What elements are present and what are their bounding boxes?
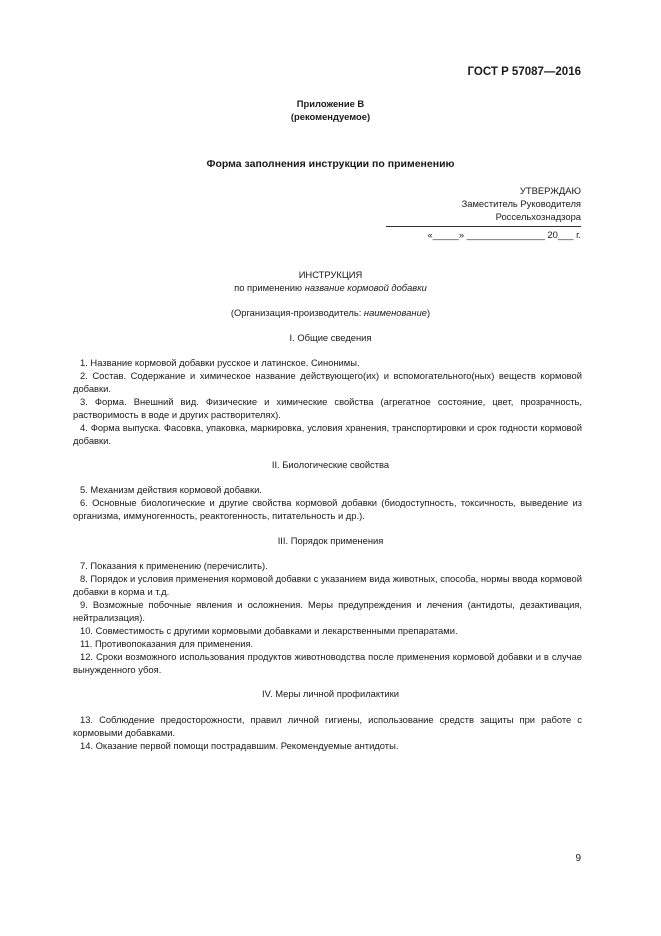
org-close: ) xyxy=(427,307,431,318)
list-item: 3. Форма. Внешний вид. Физические и химические свойства (агрегатное состояние, цвет, прозрачность, растворимость в воде и других растворителях). xyxy=(73,396,582,420)
section-heading-3: III. Порядок применения xyxy=(277,535,384,546)
section-heading-2: II. Биологические свойства xyxy=(271,459,390,470)
section-heading-4: IV. Меры личной профилактики xyxy=(262,688,399,699)
approval-position-line1: Заместитель Руководителя xyxy=(461,198,581,209)
list-item: 2. Состав. Содержание и химическое название действующего(их) и вспомогательного(ных) веществ кормовой добавки. xyxy=(73,370,582,394)
list-item: 12. Сроки возможного использования продуктов животноводства после применения кормовой добавки и в случае вынужденного убоя. xyxy=(73,651,582,675)
signature-line xyxy=(386,226,581,227)
approval-label: УТВЕРЖДАЮ xyxy=(519,185,581,196)
list-item: 10. Совместимость с другими кормовыми добавками и лекарственными препаратами. xyxy=(80,625,458,636)
list-item: 9. Возможные побочные явления и осложнения. Меры предупреждения и лечения (антидоты, дезактивация, нейтрализация). xyxy=(73,599,582,623)
approval-block xyxy=(321,184,581,241)
list-item: 8. Порядок и условия применения кормовой добавки с указанием вида животных, способа, нормы ввода кормовой добавки в корма и т.д. xyxy=(73,573,582,597)
approval-date-line: «_____» _______________ 20___ г. xyxy=(427,229,581,240)
instruction-subtitle-italic: название кормовой добавки xyxy=(304,282,427,293)
org-plain: (Организация-производитель: xyxy=(230,307,364,318)
standard-code: ГОСТ Р 57087—2016 xyxy=(467,66,581,78)
organization-line xyxy=(0,306,661,319)
appendix-title: Приложение В xyxy=(296,98,365,109)
page-number: 9 xyxy=(575,853,581,864)
list-item: 11. Противопоказания для применения. xyxy=(80,638,254,649)
list-item: 4. Форма выпуска. Фасовка, упаковка, маркировка, условия хранения, транспортировки и срок годности кормовой добавки. xyxy=(73,422,582,446)
instruction-subtitle xyxy=(0,281,661,294)
org-italic: наименование xyxy=(363,307,428,318)
approval-position-line2: Россельхознадзора xyxy=(495,211,581,222)
list-item: 14. Оказание первой помощи пострадавшим. Рекомендуемые антидоты. xyxy=(80,740,399,751)
list-item: 5. Механизм действия кормовой добавки. xyxy=(80,484,262,495)
instruction-title: ИНСТРУКЦИЯ xyxy=(298,269,363,280)
section-heading-1: I. Общие сведения xyxy=(289,332,372,343)
form-title: Форма заполнения инструкции по применению xyxy=(206,158,455,170)
list-item: 6. Основные биологические и другие свойства кормовой добавки (биодоступность, токсичность, выведение из организма, иммуногенность, реактогенность, питательность и др.). xyxy=(73,497,582,521)
list-item: 7. Показания к применению (перечислить). xyxy=(80,560,268,571)
instruction-subtitle-plain: по применению xyxy=(234,282,305,293)
list-item: 1. Название кормовой добавки русское и латинское. Синонимы. xyxy=(80,357,360,368)
list-item: 13. Соблюдение предосторожности, правил личной гигиены, использование средств защиты при работе с кормовыми добавками. xyxy=(73,714,582,738)
appendix-subtitle: (рекомендуемое) xyxy=(290,111,371,122)
